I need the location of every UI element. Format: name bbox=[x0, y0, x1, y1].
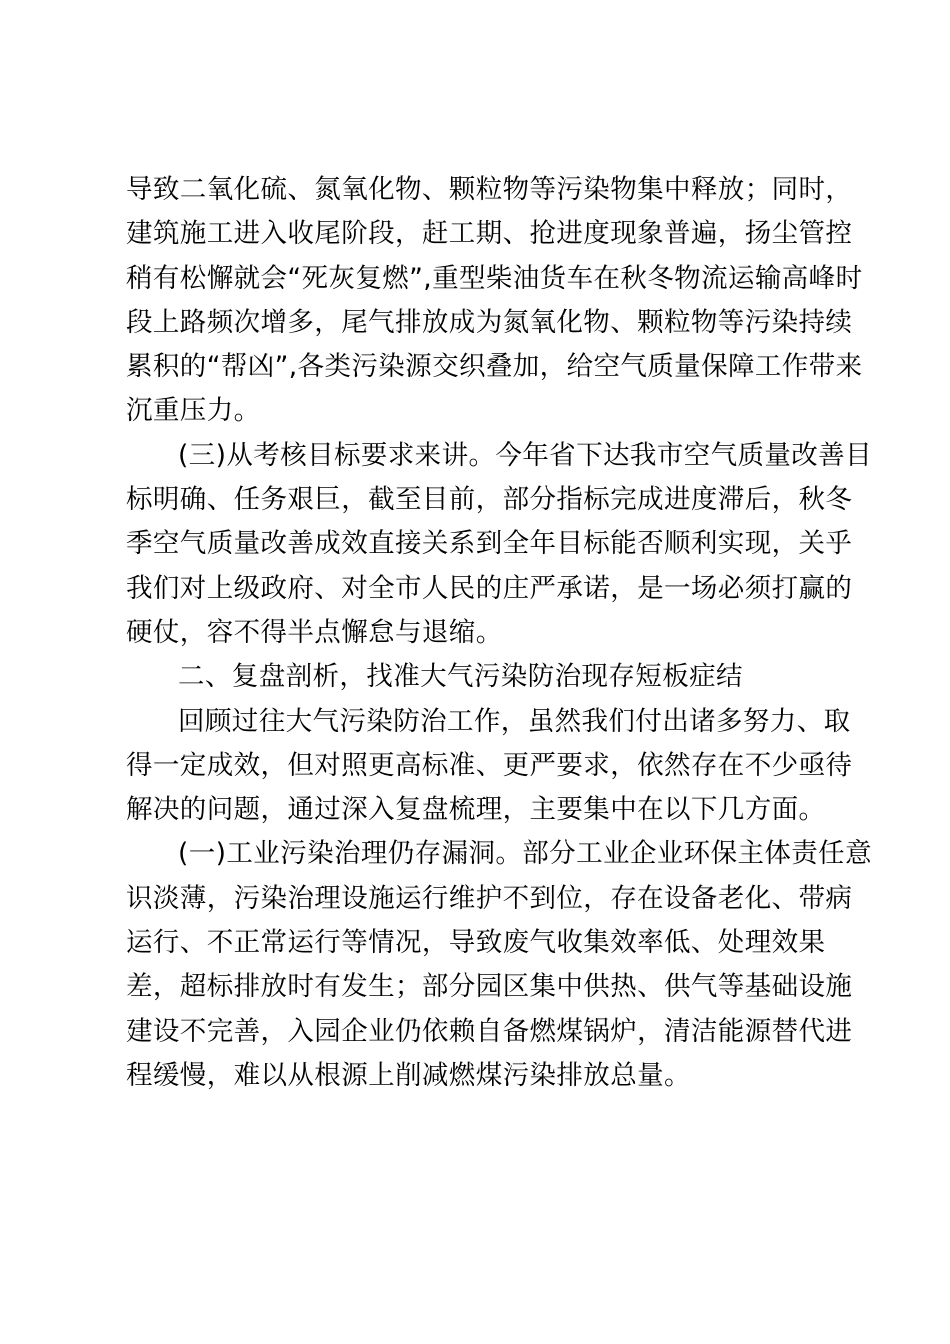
text-line: (一)工业污染治理仍存漏洞。部分工业企业环保主体责任意 bbox=[178, 838, 872, 870]
paragraph-section-one bbox=[126, 832, 872, 1098]
text-line: 标明确、任务艰巨，截至目前，部分指标完成进度滞后，秋冬 bbox=[126, 484, 853, 516]
text-line: 沉重压力。 bbox=[126, 395, 261, 427]
paragraph-continuation bbox=[126, 168, 863, 434]
paragraph-review bbox=[126, 700, 853, 833]
paragraph-section-three bbox=[126, 434, 872, 655]
text-line: 建设不完善，入园企业仍依赖自备燃煤锅炉，清洁能源替代进 bbox=[126, 1015, 853, 1047]
text-line: 建筑施工进入收尾阶段，赶工期、抢进度现象普遍，扬尘管控 bbox=[126, 218, 853, 250]
text-line: (三)从考核目标要求来讲。今年省下达我市空气质量改善目 bbox=[178, 439, 872, 471]
text-line: 差，超标排放时有发生；部分园区集中供热、供气等基础设施 bbox=[126, 971, 853, 1003]
heading-line: 二、复盘剖析，找准大气污染防治现存短板症结 bbox=[178, 661, 743, 693]
text-line: 回顾过往大气污染防治工作，虽然我们付出诸多努力、取 bbox=[178, 705, 851, 737]
text-line: 程缓慢，难以从根源上削减燃煤污染排放总量。 bbox=[126, 1059, 691, 1091]
text-line: 硬仗，容不得半点懈怠与退缩。 bbox=[126, 616, 503, 648]
text-line: 识淡薄，污染治理设施运行维护不到位，存在设备老化、带病 bbox=[126, 882, 853, 914]
text-line: 导致二氧化硫、氮氧化物、颗粒物等污染物集中释放；同时， bbox=[126, 174, 853, 205]
text-line: 季空气质量改善成效直接关系到全年目标能否顺利实现，关乎 bbox=[126, 528, 853, 560]
text-line: 解决的问题，通过深入复盘梳理，主要集中在以下几方面。 bbox=[126, 794, 826, 826]
text-line: 得一定成效，但对照更高标准、更严要求，依然存在不少亟待 bbox=[126, 749, 853, 781]
text-line: 稍有松懈就会“死灰复燃”,重型柴油货车在秋冬物流运输高峰时 bbox=[126, 262, 863, 294]
text-line: 我们对上级政府、对全市人民的庄严承诺，是一场必须打赢的 bbox=[126, 572, 853, 604]
section-heading-two bbox=[126, 655, 826, 699]
document-body bbox=[126, 168, 872, 1098]
text-line: 运行、不正常运行等情况，导致废气收集效率低、处理效果 bbox=[126, 927, 826, 959]
text-line: 段上路频次增多，尾气排放成为氮氧化物、颗粒物等污染持续 bbox=[126, 306, 853, 338]
text-line: 累积的“帮凶”,各类污染源交织叠加，给空气质量保障工作带来 bbox=[126, 351, 863, 383]
